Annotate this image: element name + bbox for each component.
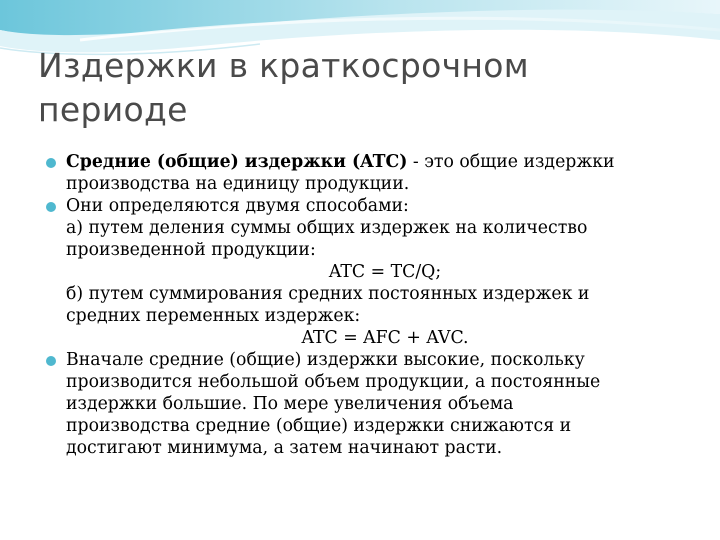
slide-title-line2: периоде bbox=[38, 90, 188, 129]
text-line bbox=[66, 151, 704, 173]
slide-title-line1: Издержки в краткосрочном bbox=[38, 46, 529, 85]
text-line: произведенной продукции: bbox=[66, 240, 316, 260]
text-line: а) путем деления суммы общих издержек на количество bbox=[66, 218, 588, 238]
text-line: б) путем суммирования средних постоянных издержек и bbox=[66, 284, 590, 304]
bullet-dot-icon bbox=[46, 356, 56, 366]
text-line: Они определяются двумя способами: bbox=[66, 196, 409, 216]
text-line: производится небольшой объем продукции, а постоянные bbox=[66, 372, 601, 392]
bullet-item-definition bbox=[44, 151, 704, 195]
bullet-dot-icon bbox=[46, 158, 56, 168]
bullet-dot-icon bbox=[46, 202, 56, 212]
slide-title bbox=[38, 44, 678, 132]
text-line: средних переменных издержек: bbox=[66, 306, 361, 326]
text-line: достигают минимума, а затем начинают расти. bbox=[66, 438, 503, 458]
text-span: - это общие издержки bbox=[407, 152, 615, 172]
text-line: производства средние (общие) издержки снижаются и bbox=[66, 416, 572, 436]
bullet-item-dynamics bbox=[44, 349, 704, 459]
bullet-list bbox=[44, 151, 704, 459]
text-line: издержки большие. По мере увеличения объема bbox=[66, 394, 514, 414]
bullet-item-methods bbox=[44, 195, 704, 349]
text-line: Вначале средние (общие) издержки высокие, поскольку bbox=[66, 350, 585, 370]
term-bold: Средние (общие) издержки (ATC) bbox=[66, 152, 408, 172]
formula-line: ATC = TC/Q; bbox=[328, 262, 442, 282]
text-line: производства на единицу продукции. bbox=[66, 174, 410, 194]
formula-line: ATC = AFC + AVC. bbox=[301, 328, 469, 348]
